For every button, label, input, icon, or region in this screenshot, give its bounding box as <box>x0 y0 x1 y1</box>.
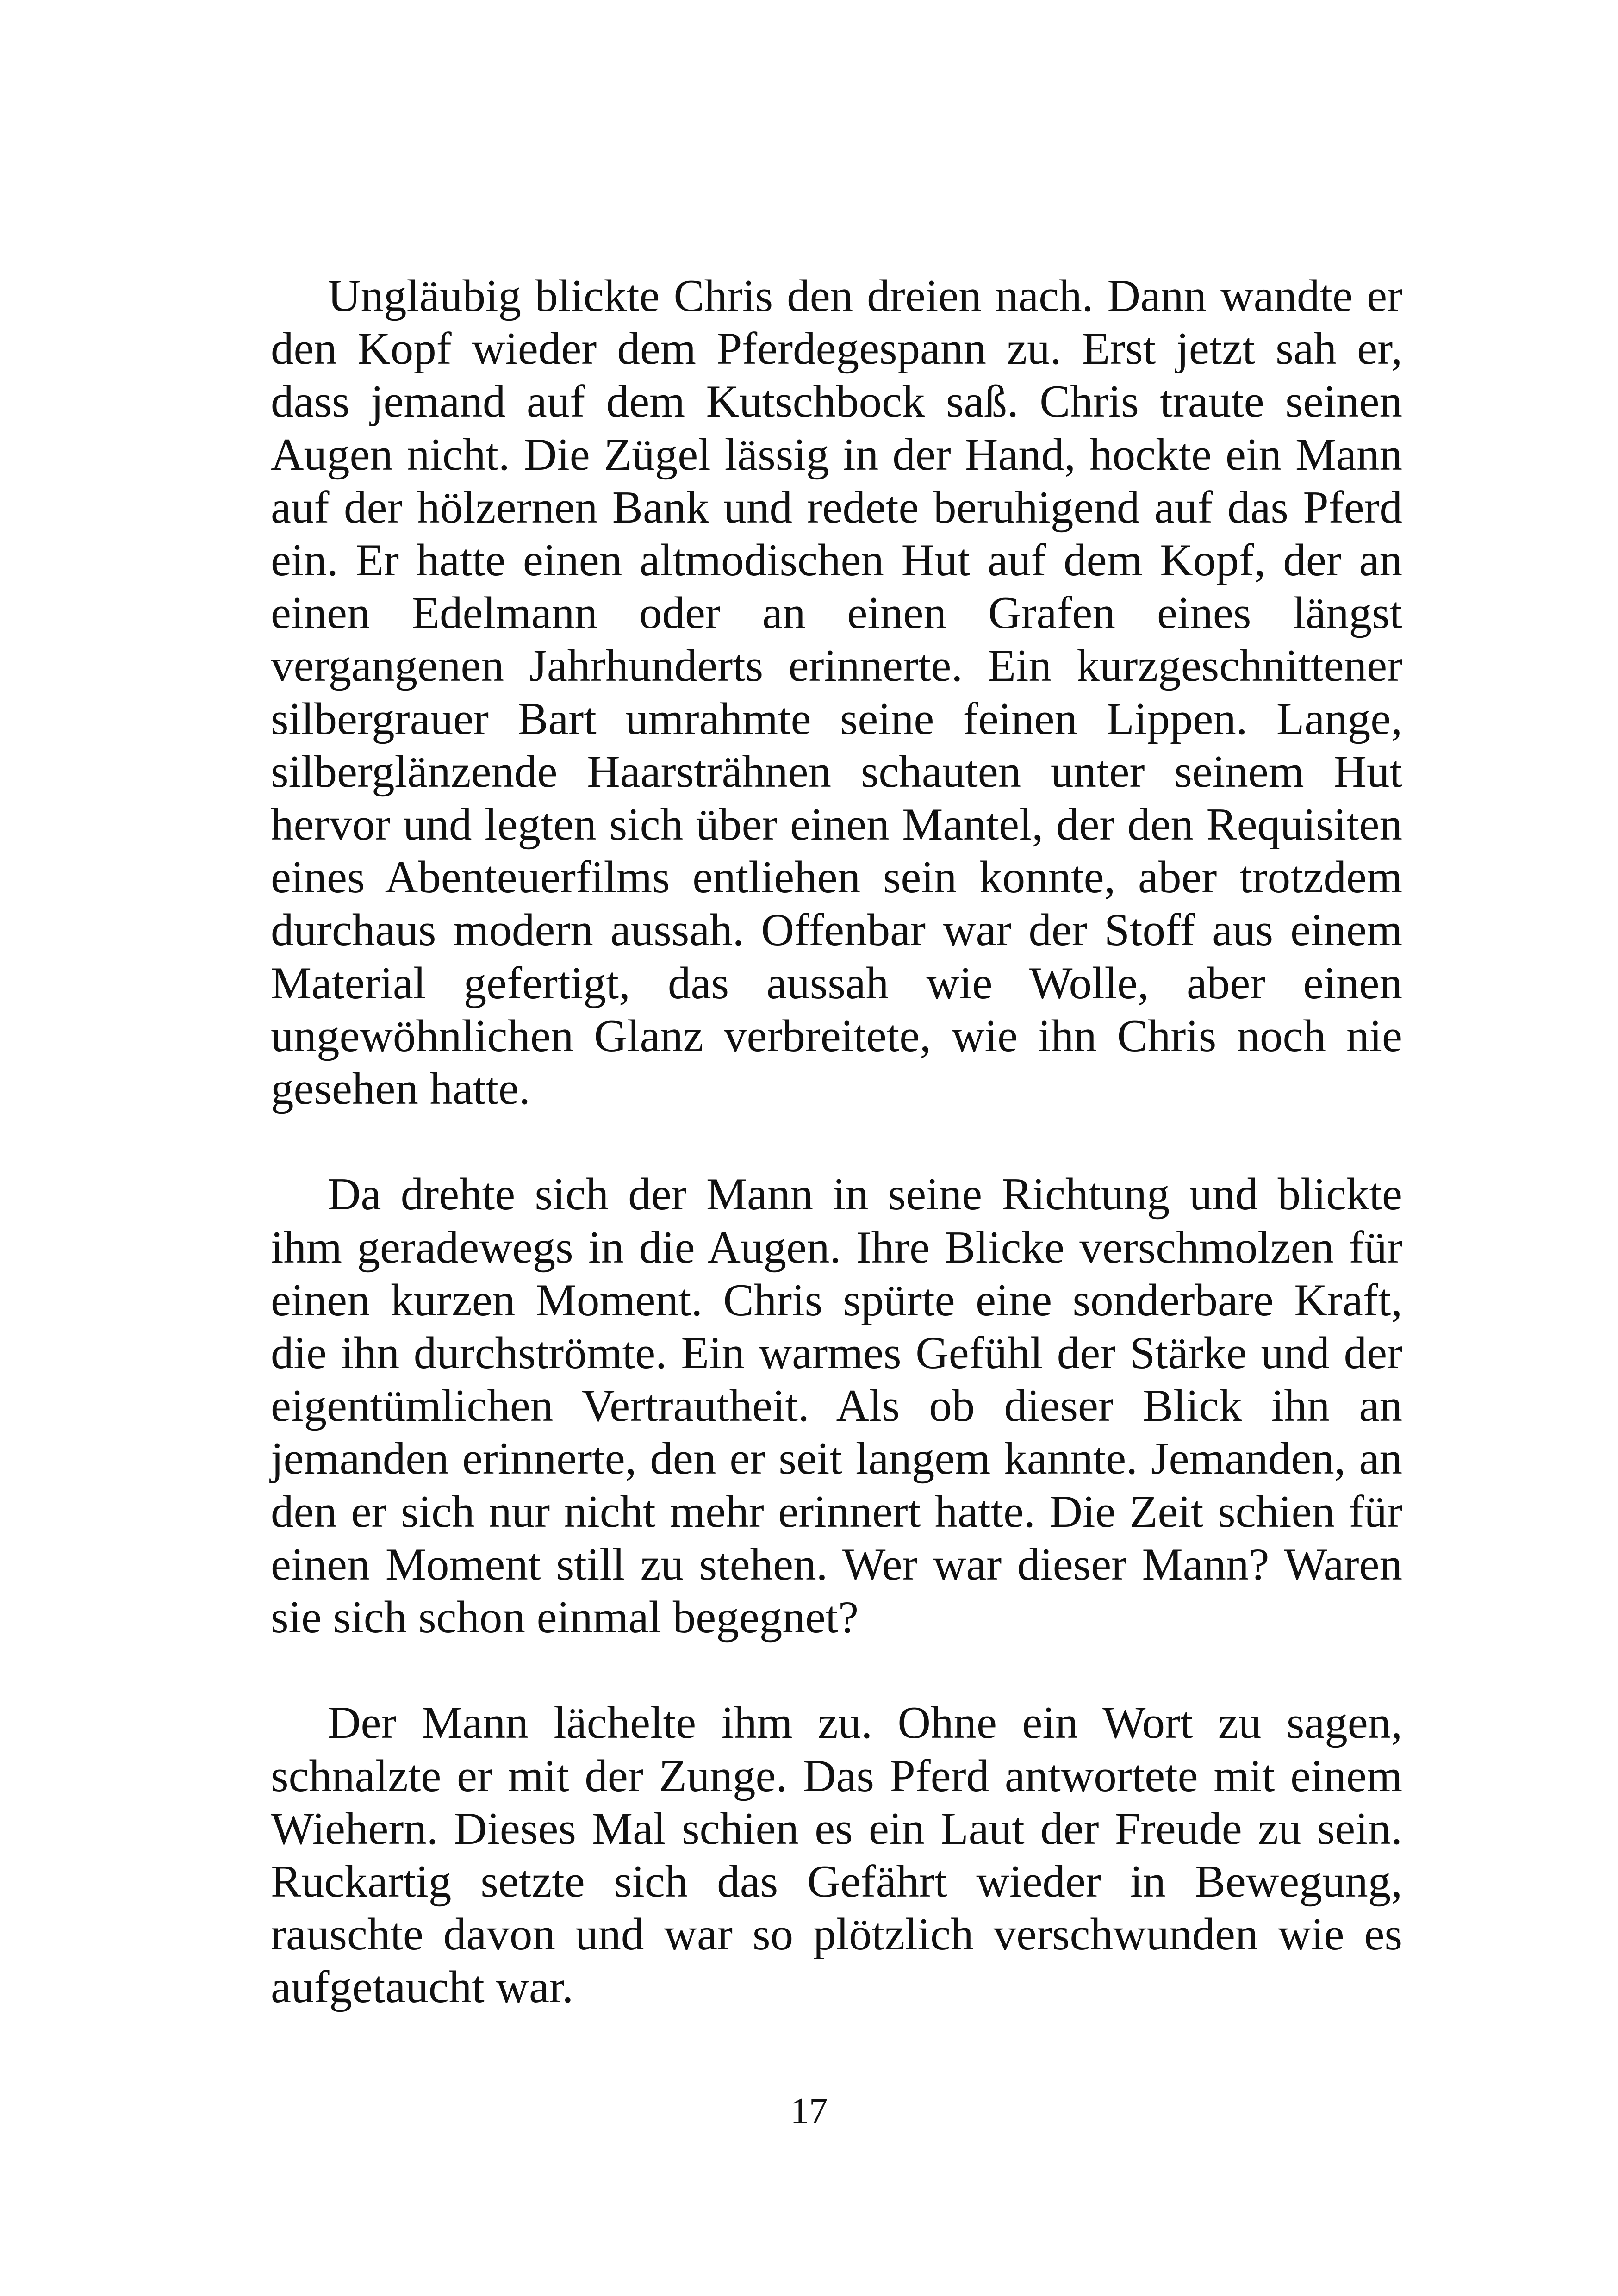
body-text <box>271 270 1402 2014</box>
paragraph-spacer <box>271 1115 1402 1168</box>
paragraph-3: Der Mann lächelte ihm zu. Ohne ein Wort zu sagen, schnalzte er mit der Zunge. Das Pferd antwortete mit einem Wiehern. Dieses Mal schien es ein Laut der Freude zu sein. Ruckartig setzte sich das Gefährt wieder in Bewegung, rauschte davon und war so plötzlich verschwunden wie es aufgetaucht war. <box>271 1698 1402 2013</box>
page-number: 17 <box>790 2090 828 2132</box>
paragraph-1: Ungläubig blickte Chris den dreien nach. Dann wandte er den Kopf wieder dem Pferdegespann zu. Erst jetzt sah er, dass jemand auf dem Kutschbock saß. Chris traute seinen Augen nicht. Die Zügel lässig in der Hand, hockte ein Mann auf der hölzernen Bank und redete beruhigend auf das Pferd ein. Er hatte einen altmodischen Hut auf dem Kopf, der an einen Edelmann oder an einen Grafen eines längst vergangenen Jahrhunderts erinnerte. Ein kurzgeschnittener silbergrauer Bart umrahmte seine feinen Lippen. Lange, silberglänzende Haarsträhnen schauten unter seinem Hut hervor und legten sich über einen Mantel, der den Requisiten eines Abenteuerfilms entliehen sein konnte, aber trotzdem durchaus modern aussah. Offenbar war der Stoff aus einem Material gefertigt, das aussah wie Wolle, aber einen ungewöhnlichen Glanz verbreitete, wie ihn Chris noch nie gesehen hatte. <box>271 271 1402 1114</box>
paragraph-2: Da drehte sich der Mann in seine Richtung und blickte ihm geradewegs in die Augen. Ihre Blicke verschmolzen für einen kurzen Moment. Chris spürte eine sonderbare Kraft, die ihn durchströmte. Ein warmes Gefühl der Stärke und der eigentümlichen Vertrautheit. Als ob dieser Blick ihn an jemanden erinnerte, den er seit langem kannte. Jemanden, an den er sich nur nicht mehr erinnert hatte. Die Zeit schien für einen Moment still zu stehen. Wer war dieser Mann? Waren sie sich schon einmal begegnet? <box>271 1169 1402 1643</box>
paragraph-spacer <box>271 1644 1402 1697</box>
